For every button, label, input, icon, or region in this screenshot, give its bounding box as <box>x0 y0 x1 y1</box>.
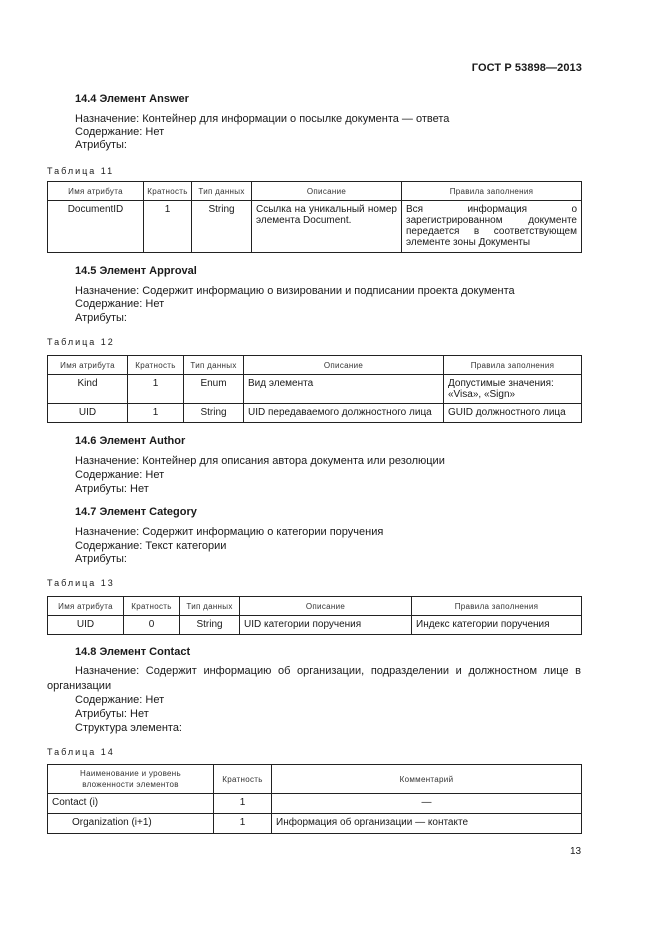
table-cell: 1 <box>128 404 184 423</box>
column-header: Тип данных <box>184 356 244 375</box>
table-cell: Вся информация о зарегистрированном документе передается в соответствующем элементе зоны Документы <box>402 201 582 253</box>
table-header-row <box>48 765 582 794</box>
table-cell: Вид элемента <box>244 375 444 404</box>
table-cell: UID <box>48 404 128 423</box>
table-cell: 1 <box>144 201 192 253</box>
table-12 <box>47 355 582 423</box>
table-row <box>48 404 582 423</box>
column-header: Имя атрибута <box>48 182 144 201</box>
section-purpose: Назначение: Содержит информацию о визировании и подписании проекта документа <box>75 285 515 297</box>
table-cell: GUID должностного лица <box>444 404 582 423</box>
column-header: Правила заполнения <box>402 182 582 201</box>
table-caption: Таблица 14 <box>47 747 115 757</box>
section-title: 14.8 Элемент Contact <box>75 646 191 658</box>
column-header: Описание <box>252 182 402 201</box>
section-content: Содержание: Текст категории <box>75 540 227 552</box>
section-title: 14.5 Элемент Approval <box>75 265 197 277</box>
table-caption: Таблица 12 <box>47 337 115 347</box>
section-attributes: Атрибуты: Нет <box>75 708 149 720</box>
column-header: Правила заполнения <box>444 356 582 375</box>
table-row <box>48 375 582 404</box>
section-title: 14.4 Элемент Answer <box>75 93 189 105</box>
table-13 <box>47 596 582 635</box>
page-number: 13 <box>570 846 582 857</box>
table-cell: Organization (i+1) <box>48 814 214 834</box>
table-cell: Kind <box>48 375 128 404</box>
section-structure: Структура элемента: <box>75 722 182 734</box>
section-content: Содержание: Нет <box>75 298 165 310</box>
table-cell: 1 <box>214 814 272 834</box>
section-attributes: Атрибуты: <box>75 553 127 565</box>
section-purpose: Назначение: Контейнер для информации о посылке документа — ответа <box>75 113 450 125</box>
table-cell: Contact (i) <box>48 794 214 814</box>
section-title: 14.6 Элемент Author <box>75 435 186 447</box>
table-caption: Таблица 11 <box>47 166 115 176</box>
table-row <box>48 616 582 635</box>
table-cell: 0 <box>124 616 180 635</box>
section-purpose: Назначение: Содержит информацию о категории поручения <box>75 526 384 538</box>
table-14 <box>47 764 582 834</box>
table-cell: 1 <box>214 794 272 814</box>
table-cell: Допустимые значения: «Visa», «Sign» <box>444 375 582 404</box>
column-header: Кратность <box>124 597 180 616</box>
column-header: Описание <box>244 356 444 375</box>
column-header: Наименование и уровень вложенности элементов <box>48 765 214 794</box>
section-attributes: Атрибуты: Нет <box>75 483 149 495</box>
section-title: 14.7 Элемент Category <box>75 506 197 518</box>
table-cell: String <box>180 616 240 635</box>
column-header: Тип данных <box>180 597 240 616</box>
section-purpose: Назначение: Содержит информацию об организации, подразделении и должностном лице в организации <box>47 665 581 692</box>
table-row <box>48 814 582 834</box>
table-cell: Информация об организации — контакте <box>272 814 582 834</box>
table-cell: 1 <box>128 375 184 404</box>
column-header: Кратность <box>128 356 184 375</box>
table-cell: String <box>184 404 244 423</box>
table-cell: DocumentID <box>48 201 144 253</box>
table-cell: UID категории поручения <box>240 616 412 635</box>
table-cell: UID передаваемого должностного лица <box>244 404 444 423</box>
table-cell: Индекс категории поручения <box>412 616 582 635</box>
column-header: Имя атрибута <box>48 356 128 375</box>
table-11 <box>47 181 582 253</box>
table-header-row <box>48 356 582 375</box>
column-header: Тип данных <box>192 182 252 201</box>
column-header: Имя атрибута <box>48 597 124 616</box>
column-header: Кратность <box>144 182 192 201</box>
column-header: Кратность <box>214 765 272 794</box>
table-row <box>48 201 582 253</box>
table-caption: Таблица 13 <box>47 578 115 588</box>
table-cell: UID <box>48 616 124 635</box>
table-header-row <box>48 597 582 616</box>
column-header: Правила заполнения <box>412 597 582 616</box>
section-content: Содержание: Нет <box>75 469 165 481</box>
column-header: Комментарий <box>272 765 582 794</box>
table-header-row <box>48 182 582 201</box>
section-attributes: Атрибуты: <box>75 139 127 151</box>
column-header: Описание <box>240 597 412 616</box>
table-cell: Enum <box>184 375 244 404</box>
section-content: Содержание: Нет <box>75 694 165 706</box>
table-cell: Ссылка на уникальный номер элемента Document. <box>252 201 402 253</box>
table-cell: String <box>192 201 252 253</box>
table-cell: — <box>272 794 582 814</box>
section-purpose: Назначение: Контейнер для описания автора документа или резолюции <box>75 455 445 467</box>
page-header: ГОСТ Р 53898—2013 <box>471 62 582 74</box>
section-attributes: Атрибуты: <box>75 312 127 324</box>
section-content: Содержание: Нет <box>75 126 165 138</box>
table-row <box>48 794 582 814</box>
